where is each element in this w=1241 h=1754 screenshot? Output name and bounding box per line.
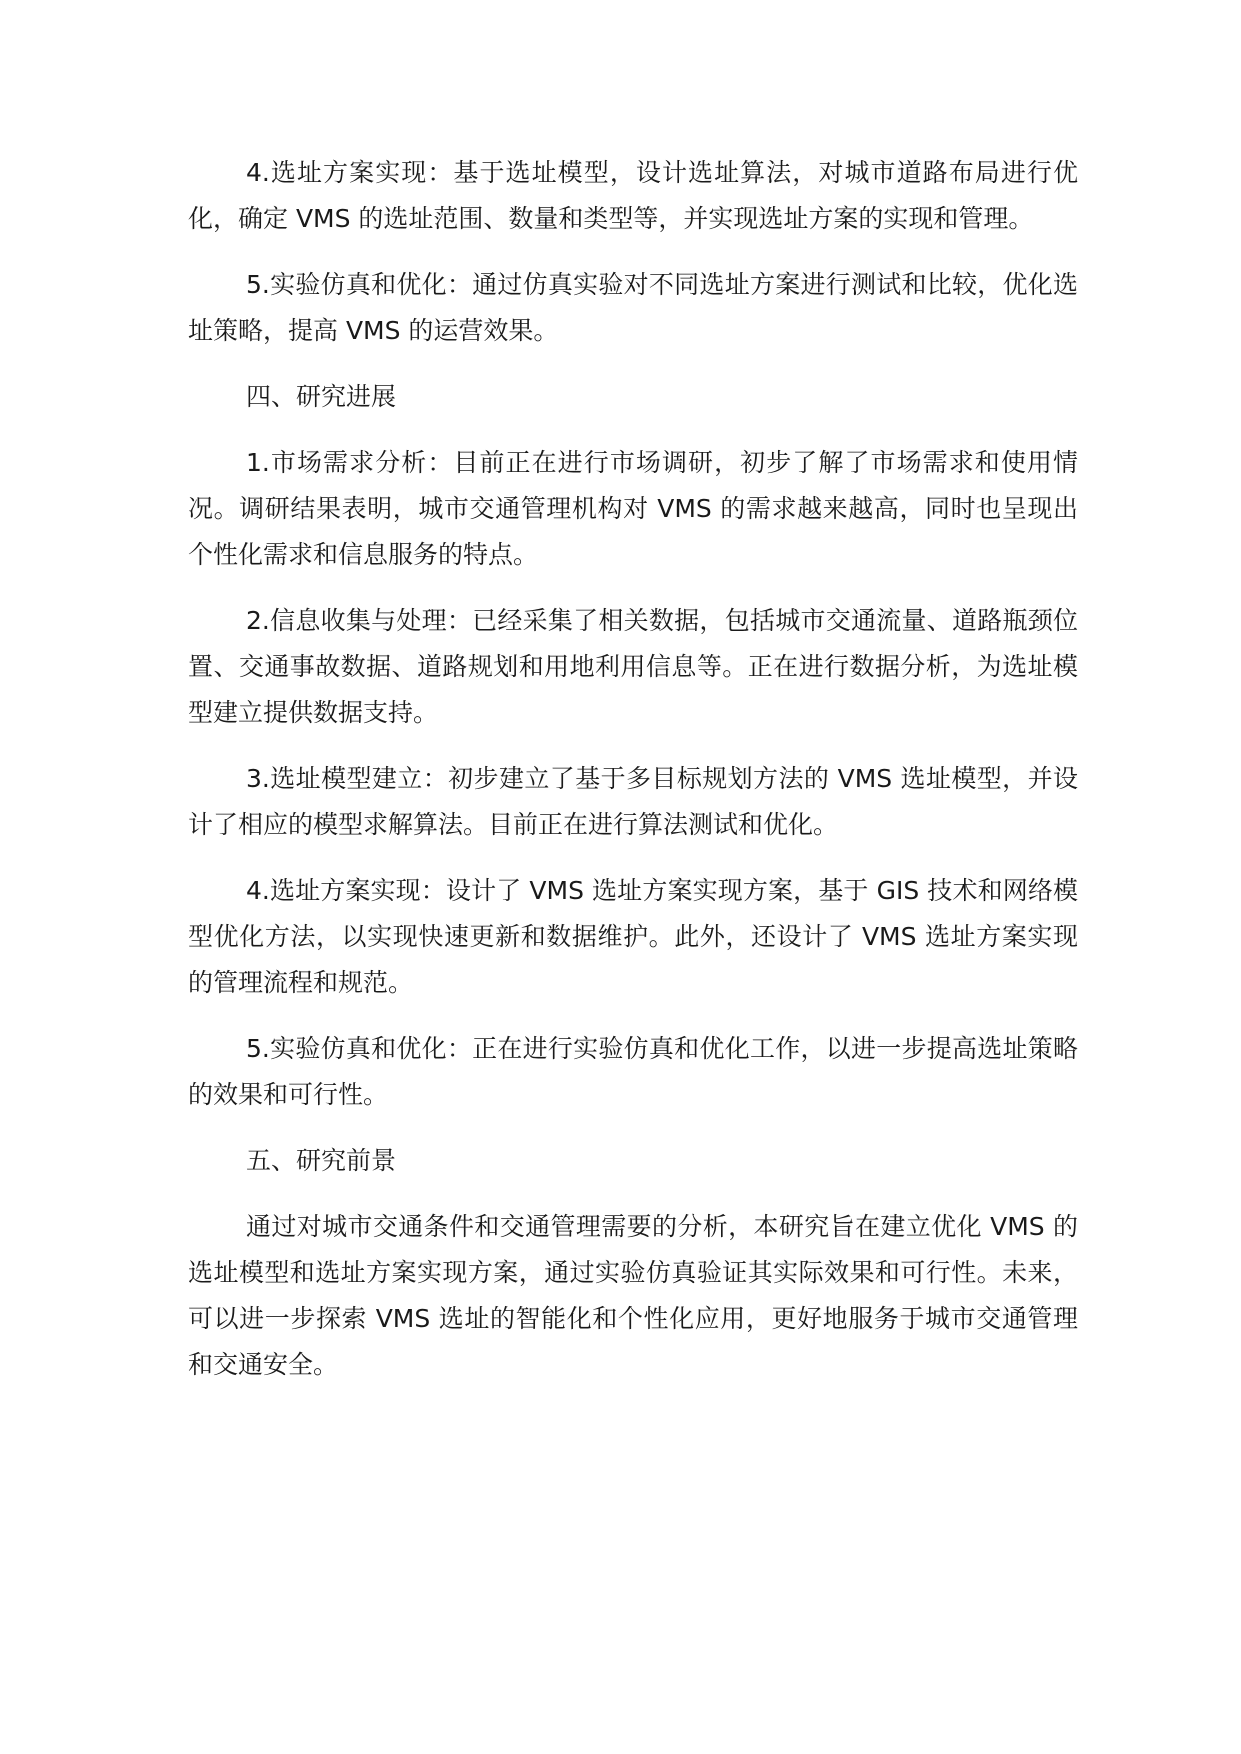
paragraph-site-plan-implementation: 4.选址方案实现：基于选址模型，设计选址算法，对城市道路布局进行优化，确定 VMS 的选址范围、数量和类型等，并实现选址方案的实现和管理。 bbox=[188, 158, 1078, 233]
paragraph-model-building: 3.选址模型建立：初步建立了基于多目标规划方法的 VMS 选址模型，并设计了相应的模型求解算法。目前正在进行算法测试和优化。 bbox=[188, 764, 1078, 839]
paragraph-outlook: 通过对城市交通条件和交通管理需要的分析，本研究旨在建立优化 VMS 的选址模型和选址方案实现方案，通过实验仿真验证其实际效果和可行性。未来，可以进一步探索 VMS 选址的智能化和个性化应用，更好地服务于城市交通管理和交通安全。 bbox=[188, 1212, 1078, 1379]
paragraph-information-collection: 2.信息收集与处理：已经采集了相关数据，包括城市交通流量、道路瓶颈位置、交通事故数据、道路规划和用地利用信息等。正在进行数据分析，为选址模型建立提供数据支持。 bbox=[188, 606, 1078, 727]
paragraph-site-plan-design: 4.选址方案实现：设计了 VMS 选址方案实现方案，基于 GIS 技术和网络模型优化方法，以实现快速更新和数据维护。此外，还设计了 VMS 选址方案实现的管理流程和规范。 bbox=[188, 876, 1078, 997]
paragraph-market-demand-analysis: 1.市场需求分析：目前正在进行市场调研，初步了解了市场需求和使用情况。调研结果表明，城市交通管理机构对 VMS 的需求越来越高，同时也呈现出个性化需求和信息服务的特点。 bbox=[188, 448, 1078, 569]
section-heading-research-progress: 四、研究进展 bbox=[246, 382, 397, 411]
document-body bbox=[188, 150, 1078, 1408]
section-heading-research-outlook: 五、研究前景 bbox=[246, 1146, 397, 1175]
paragraph-simulation-progress: 5.实验仿真和优化：正在进行实验仿真和优化工作，以进一步提高选址策略的效果和可行性。 bbox=[188, 1034, 1078, 1109]
paragraph-simulation-optimization: 5.实验仿真和优化：通过仿真实验对不同选址方案进行测试和比较，优化选址策略，提高 VMS 的运营效果。 bbox=[188, 270, 1078, 345]
